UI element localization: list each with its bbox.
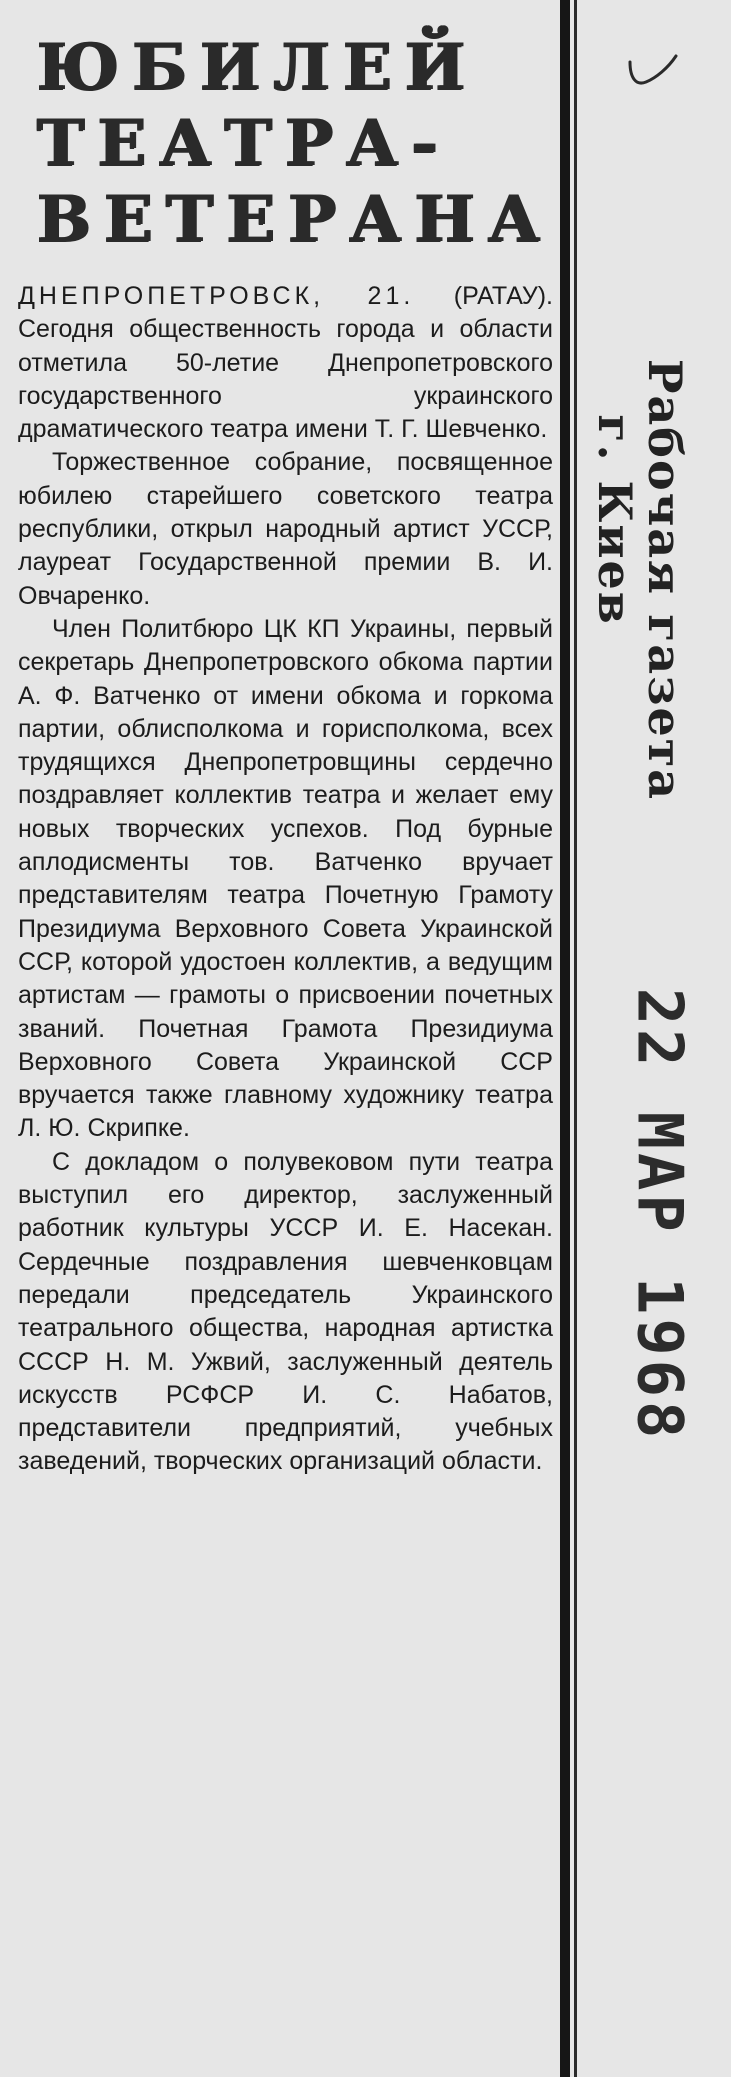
source-newspaper-label: [590, 359, 690, 801]
paragraph-3: Член Политбюро ЦК КП Украины, первый секретарь Днепропетровского обкома партии А. Ф. Ватченко от имени обкома и горкома партии, облисполкома и горисполкома, всех трудящихся Днепропетровщины сердечно поздравляет коллектив театра и желает ему новых творческих успехов. Под бурные аплодисменты тов. Ватченко вручает представителям театра Почетную Грамоту Президиума Верховного Совета Украинской ССР, которой удостоен коллектив, а ведущим артистам — грамоты о присвоении почетных званий. Почетная Грамота Президиума Верховного Совета Украинской ССР вручается также главному художнику театра Л. Ю. Скрипке.: [18, 614, 553, 1143]
article-body: [18, 280, 553, 1479]
paragraph-4: С докладом о полувековом пути театра выступил его директор, заслуженный работник культуры УССР И. Е. Насекан. Сердечные поздравления шевченковцам передали председатель Украинского театрального общества, народная артистка СССР Н. М. Ужвий, заслуженный деятель искусств РСФСР И. С. Набатов, представители предприятий, учебных заведений, творческих организаций области.: [18, 1147, 553, 1476]
paragraph-2: Торжественное собрание, посвященное юбилею старейшего советского театра республики, открыл народный артист УССР, лауреат Государственной премии В. И. Овчаренко.: [18, 448, 553, 610]
date-stamp: 22 МАР 1968: [623, 987, 697, 1443]
source-city: г. Киев: [588, 414, 642, 626]
headline-line-1: ЮБИЛЕЙ: [36, 30, 478, 105]
headline-line-2: ТЕАТРА-: [36, 106, 450, 181]
column-rule-thick: [560, 0, 570, 2077]
handwritten-checkmark-icon: [622, 48, 682, 98]
article: [18, 30, 553, 1479]
source-name: Рабочая газета: [638, 358, 692, 802]
paragraph-1: (РАТАУ). Сегодня общественность города и области отметила 50-летие Днепропетровского государственного украинского драматического театра имени Т. Г. Шевченко.: [18, 282, 553, 444]
dateline: ДНЕПРОПЕТРОВСК, 21.: [18, 282, 415, 310]
column-rule-thin: [574, 0, 577, 2077]
dateline-paragraph: [18, 280, 553, 446]
headline: [18, 30, 553, 258]
headline-line-3: ВЕТЕРАНА: [36, 182, 553, 257]
